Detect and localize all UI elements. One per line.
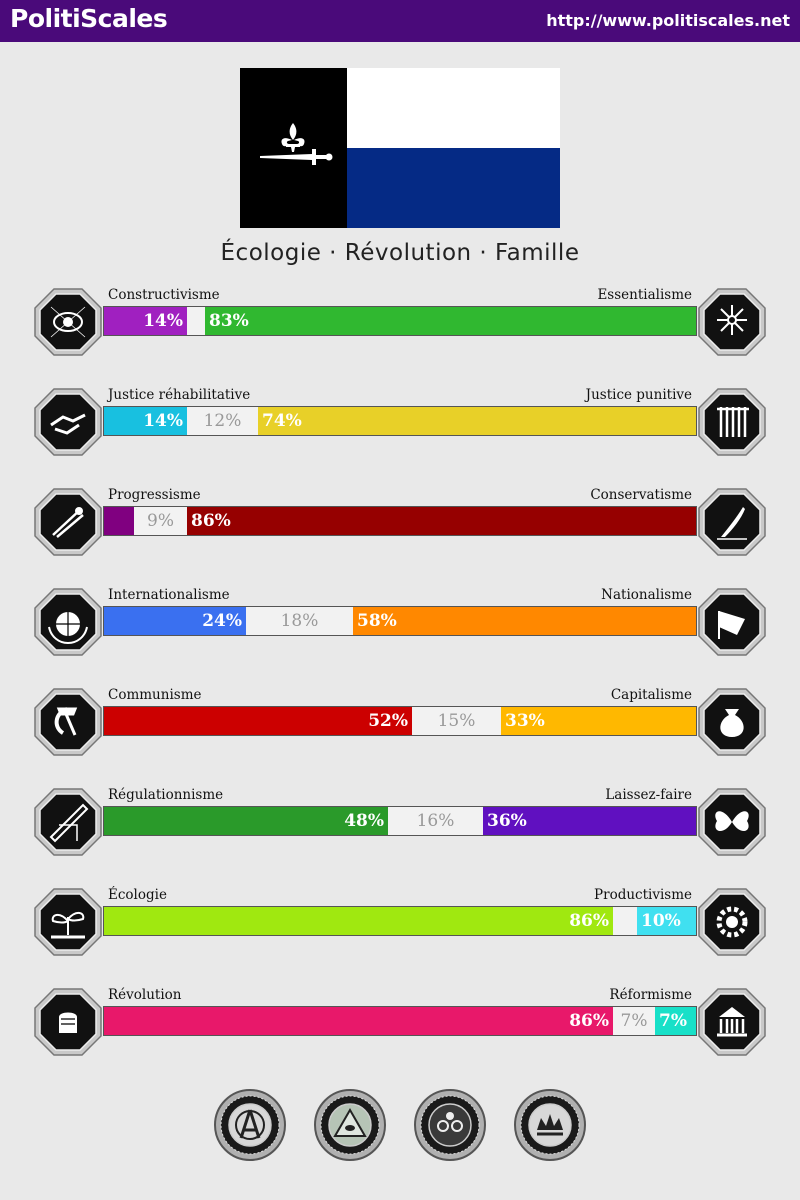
axis-center-segment: 7% [613, 1007, 655, 1035]
axis-row [0, 287, 800, 367]
axis-right-label: Capitalisme [610, 687, 692, 703]
hammer-sickle-icon [33, 687, 103, 757]
eye-icon [33, 287, 103, 357]
axis-row [0, 887, 800, 967]
axis-right-segment: 58% [353, 607, 696, 635]
flower-icon [697, 287, 767, 357]
axis-right-segment: 7% [655, 1007, 696, 1035]
axis-center-segment: 15% [412, 707, 501, 735]
axis-left-segment: 24% [104, 607, 246, 635]
axis-left-label: Constructivisme [108, 287, 220, 303]
axis-bar [103, 306, 697, 336]
header-bar [0, 0, 800, 42]
axis-left-segment: 14% [104, 307, 187, 335]
axis-center-segment: 12% [187, 407, 258, 435]
axis-left-segment [104, 507, 134, 535]
axis-left-label: Communisme [108, 687, 202, 703]
axis-center-segment [613, 907, 637, 935]
axis-right-label: Conservatisme [590, 487, 692, 503]
monarchism-seal-icon [513, 1088, 587, 1162]
axis-center-segment: 16% [388, 807, 483, 835]
gear-icon [697, 887, 767, 957]
axis-center-segment [187, 307, 205, 335]
axis-right-label: Productivisme [594, 887, 692, 903]
ruler-icon [33, 787, 103, 857]
conspiracy-seal-icon [313, 1088, 387, 1162]
axis-right-segment: 74% [258, 407, 696, 435]
brand-logo-link[interactable]: PolitiScales [10, 4, 168, 33]
axis-center-segment: 18% [246, 607, 353, 635]
axis-row [0, 987, 800, 1067]
flag-icon [697, 587, 767, 657]
axis-bar [103, 1006, 697, 1036]
mission-seal-icon [413, 1088, 487, 1162]
money-bag-icon [697, 687, 767, 757]
axis-row [0, 387, 800, 467]
axis-right-label: Laissez-faire [605, 787, 692, 803]
axis-left-label: Justice réhabilitative [108, 387, 251, 403]
progress-icon [33, 487, 103, 557]
quill-icon [697, 487, 767, 557]
prison-bars-icon [697, 387, 767, 457]
axis-left-segment: 86% [104, 1007, 613, 1035]
butterfly-icon [697, 787, 767, 857]
axis-left-segment: 52% [104, 707, 412, 735]
axis-right-label: Justice punitive [585, 387, 692, 403]
axis-row [0, 587, 800, 667]
globe-icon [33, 587, 103, 657]
axis-left-segment: 48% [104, 807, 388, 835]
axis-left-label: Progressisme [108, 487, 201, 503]
axis-bar [103, 606, 697, 636]
axis-right-segment: 36% [483, 807, 696, 835]
axis-right-segment: 10% [637, 907, 696, 935]
axis-left-label: Internationalisme [108, 587, 230, 603]
axis-center-segment: 9% [134, 507, 187, 535]
axis-left-segment: 86% [104, 907, 613, 935]
axis-left-segment: 14% [104, 407, 187, 435]
fist-icon [33, 987, 103, 1057]
axis-right-label: Réformisme [609, 987, 692, 1003]
axis-right-segment: 33% [501, 707, 696, 735]
axis-bar [103, 806, 697, 836]
slogan: Écologie · Révolution · Famille [220, 240, 580, 266]
axis-right-label: Nationalisme [601, 587, 692, 603]
handshake-icon [33, 387, 103, 457]
parliament-icon [697, 987, 767, 1057]
axis-left-label: Révolution [108, 987, 182, 1003]
axis-bar [103, 906, 697, 936]
axis-row [0, 787, 800, 867]
sprout-icon [33, 887, 103, 957]
site-url-link[interactable]: http://www.politiscales.net [546, 11, 790, 30]
axis-right-label: Essentialisme [597, 287, 692, 303]
axis-left-label: Régulationnisme [108, 787, 224, 803]
anarchism-seal-icon [213, 1088, 287, 1162]
axis-row [0, 687, 800, 767]
axis-right-segment: 83% [205, 307, 696, 335]
axis-right-segment: 86% [187, 507, 696, 535]
axis-bar [103, 706, 697, 736]
axis-row [0, 487, 800, 567]
axis-bar [103, 406, 697, 436]
axis-bar [103, 506, 697, 536]
flag [240, 68, 560, 228]
axis-left-label: Écologie [108, 887, 167, 903]
